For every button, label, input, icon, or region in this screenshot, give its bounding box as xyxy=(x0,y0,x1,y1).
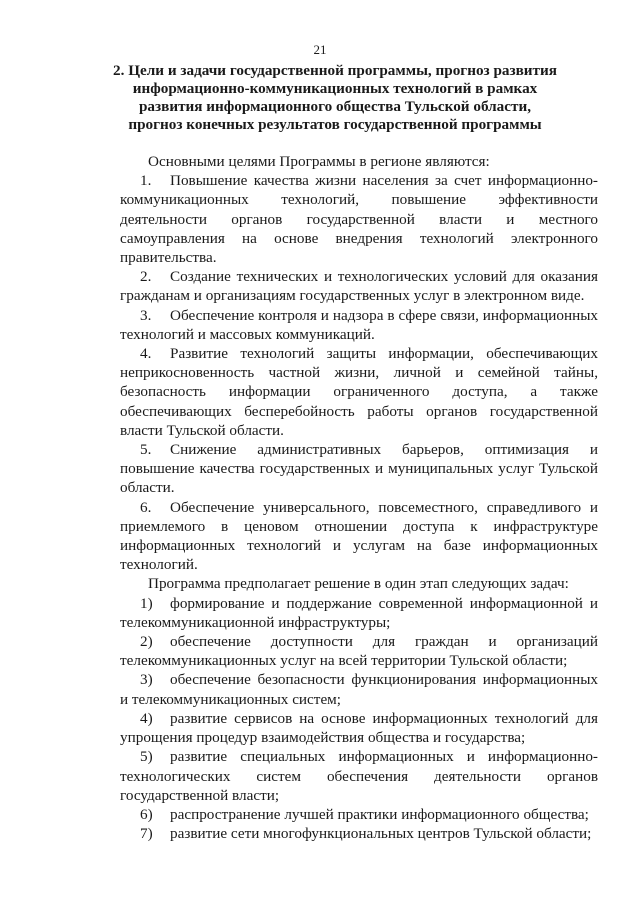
task-item-text: развитие сервисов на основе информационных технологий для упрощения процедур взаимодействия общества и государства; xyxy=(120,709,598,747)
task-item-text: формирование и поддержание современной информационной и телекоммуникационной инфраструктуры; xyxy=(120,594,598,631)
goal-item-number: 6. xyxy=(140,498,152,516)
task-item-number: 3) xyxy=(140,671,153,689)
document-body xyxy=(120,152,598,843)
goal-item xyxy=(120,171,598,267)
goals-list xyxy=(120,171,598,574)
task-item-number: 5) xyxy=(140,748,153,766)
goal-item xyxy=(120,267,598,305)
task-item-text: развитие специальных информационных и информационно-технологических систем обеспечения деятельности органов государственной власти; xyxy=(120,748,598,804)
goal-item-text: Развитие технологий защиты информации, обеспечивающих неприкосновенность частной жизни, личной и семейной тайны, безопасность информации ограниченного доступа, а также обеспечивающих бесперебойность работы органов государственной власти Тульской области. xyxy=(120,345,598,439)
task-item-number: 6) xyxy=(140,805,153,823)
task-item-text: развитие сети многофункциональных центров Тульской области; xyxy=(170,825,592,843)
task-item xyxy=(120,594,598,632)
task-item xyxy=(120,747,598,805)
task-item-text: обеспечение доступности для граждан и организаций телекоммуникационных услуг на всей территории Тульской области; xyxy=(120,633,598,670)
task-item xyxy=(120,805,598,824)
goal-item xyxy=(120,306,598,344)
task-item xyxy=(120,824,598,843)
goal-item-number: 5. xyxy=(140,441,152,459)
goal-item xyxy=(120,440,598,498)
task-item-text: обеспечение безопасности функционирования информационных и телекоммуникационных систем; xyxy=(120,671,598,708)
goal-item-number: 4. xyxy=(140,345,152,363)
task-item-number: 2) xyxy=(140,633,153,651)
task-item-number: 7) xyxy=(140,825,153,843)
tasks-list xyxy=(120,594,598,844)
page-number: 21 xyxy=(313,42,327,57)
goal-item-number: 1. xyxy=(140,172,152,190)
tasks-intro: Программа предполагает решение в один этап следующих задач: xyxy=(148,575,569,593)
goal-item-text: Создание технических и технологических условий для оказания гражданам и организациям государственных услуг в электронном виде. xyxy=(120,268,598,305)
goal-item-text: Обеспечение контроля и надзора в сфере связи, информационных технологий и массовых коммуникаций. xyxy=(120,306,598,343)
goal-item-text: Обеспечение универсального, повсеместного, справедливого и приемлемого в ценовом отношении доступа к инфраструктуре информационных технологий и услугам на базе информационных технологий. xyxy=(120,498,598,574)
goal-item xyxy=(120,498,598,575)
goal-item-text: Повышение качества жизни населения за счет информационно-коммуникационных технологий, повышение эффективности деятельности органов государственной власти и местного самоуправления на основе внедрения технологий электронного правительства. xyxy=(120,172,598,267)
goal-item-number: 3. xyxy=(140,306,152,324)
task-item xyxy=(120,670,598,708)
task-item-number: 1) xyxy=(140,594,153,612)
task-item-number: 4) xyxy=(140,709,153,727)
goals-intro: Основными целями Программы в регионе являются: xyxy=(148,153,490,170)
goal-item-text: Снижение административных барьеров, оптимизация и повышение качества государственных и муниципальных услуг Тульской области. xyxy=(120,441,598,497)
task-item xyxy=(120,709,598,747)
goal-item xyxy=(120,344,598,440)
goal-item-number: 2. xyxy=(140,268,152,286)
task-item xyxy=(120,632,598,670)
task-item-text: распространение лучшей практики информационного общества; xyxy=(170,805,589,823)
section-heading: 2. Цели и задачи государственной программы, прогноз развития информационно-коммуникационных технологий в рамках развития информационного общества Тульской области, прогноз конечных результатов государственной программы xyxy=(113,62,557,133)
